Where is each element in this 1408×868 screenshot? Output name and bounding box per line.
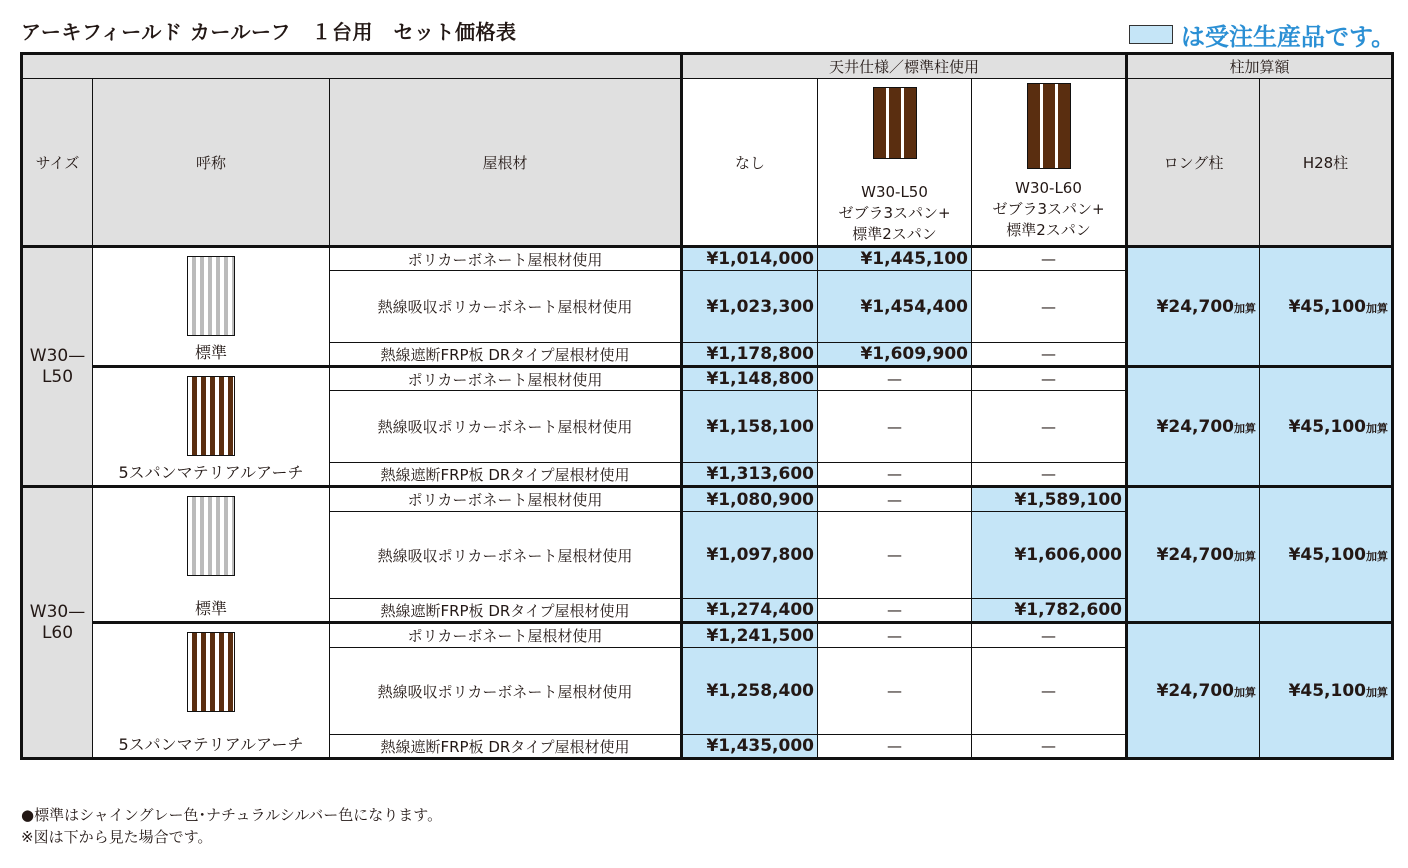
post-add-suffix: 加算 [1366, 421, 1388, 435]
l60-line2: 標準2スパン [1006, 221, 1091, 239]
note-view: ※図は下から見た場合です。 [21, 828, 213, 846]
post-add-long [1127, 247, 1260, 367]
post-add-amount: ¥24,700 [1156, 296, 1234, 317]
price-none: ¥1,258,400 [682, 648, 818, 735]
post-add-suffix: 加算 [1366, 685, 1388, 699]
table-row [22, 623, 1393, 648]
price-l60: — [972, 343, 1127, 367]
roof-material: 熱線吸収ポリカーボネート屋根材使用 [330, 648, 682, 735]
roof-material: ポリカーボネート屋根材使用 [330, 487, 682, 512]
header-name: 呼称 [93, 79, 330, 247]
price-l60: — [972, 463, 1127, 487]
price-l60: — [972, 648, 1127, 735]
roof-material: 熱線吸収ポリカーボネート屋根材使用 [330, 271, 682, 343]
post-add-amount: ¥45,100 [1288, 680, 1366, 701]
price-none: ¥1,080,900 [682, 487, 818, 512]
price-l60: — [972, 735, 1127, 759]
price-none: ¥1,178,800 [682, 343, 818, 367]
variant-name: 5スパンマテリアルアーチ [118, 735, 304, 754]
header-post-group: 柱加算額 [1127, 54, 1393, 79]
table-row [22, 247, 1393, 271]
post-add-amount: ¥45,100 [1288, 544, 1366, 565]
price-none: ¥1,023,300 [682, 271, 818, 343]
variant-name-cell [93, 367, 330, 487]
material-arch-roof-icon [187, 632, 235, 712]
variant-name-cell [93, 487, 330, 623]
post-add-amount: ¥45,100 [1288, 296, 1366, 317]
header-none: なし [682, 79, 818, 247]
price-l60: ¥1,589,100 [972, 487, 1127, 512]
post-add-h28 [1260, 247, 1393, 367]
variant-name: 標準 [194, 343, 227, 362]
price-none: ¥1,148,800 [682, 367, 818, 391]
header-h28-post: H28柱 [1260, 79, 1393, 247]
variant-name-cell [93, 247, 330, 367]
post-add-suffix: 加算 [1234, 421, 1256, 435]
zebra-roof-icon [873, 87, 917, 159]
l50-line2: 標準2スパン [852, 225, 937, 243]
price-none: ¥1,241,500 [682, 623, 818, 648]
legend-text: は受注生産品です。 [1181, 23, 1396, 51]
header-blank [22, 54, 682, 79]
price-l50: — [818, 512, 972, 599]
post-add-suffix: 加算 [1366, 301, 1388, 315]
price-l50: — [818, 623, 972, 648]
price-l50: — [818, 367, 972, 391]
legend [1129, 17, 1395, 52]
roof-material: 熱線遮断FRP板 DRタイプ屋根材使用 [330, 343, 682, 367]
price-l50: ¥1,609,900 [818, 343, 972, 367]
price-l50: ¥1,445,100 [818, 247, 972, 271]
price-table [20, 52, 1394, 760]
post-add-h28 [1260, 623, 1393, 759]
standard-roof-icon [187, 496, 235, 576]
made-to-order-swatch [1129, 25, 1173, 44]
roof-material: ポリカーボネート屋根材使用 [330, 247, 682, 271]
header-l50 [818, 79, 972, 247]
post-add-amount: ¥24,700 [1156, 416, 1234, 437]
price-l60: — [972, 367, 1127, 391]
post-add-suffix: 加算 [1366, 549, 1388, 563]
header-l60 [972, 79, 1127, 247]
l50-model: W30-L50 [861, 183, 928, 201]
post-add-suffix: 加算 [1234, 549, 1256, 563]
variant-name-cell [93, 623, 330, 759]
table-row [22, 487, 1393, 512]
post-add-h28 [1260, 487, 1393, 623]
price-l60: ¥1,782,600 [972, 599, 1127, 623]
price-none: ¥1,097,800 [682, 512, 818, 599]
l50-line1: ゼブラ3スパン+ [838, 204, 951, 222]
size-cell: W30—L60 [22, 487, 93, 759]
note-color: ●標準はシャイングレー色･ナチュラルシルバー色になります。 [21, 806, 443, 824]
post-add-long [1127, 623, 1260, 759]
price-none: ¥1,313,600 [682, 463, 818, 487]
roof-material: 熱線遮断FRP板 DRタイプ屋根材使用 [330, 599, 682, 623]
price-l50: — [818, 648, 972, 735]
material-arch-roof-icon [187, 376, 235, 456]
variant-name: 5スパンマテリアルアーチ [118, 463, 304, 482]
standard-roof-icon [187, 256, 235, 336]
l60-line1: ゼブラ3スパン+ [992, 200, 1105, 218]
price-none: ¥1,274,400 [682, 599, 818, 623]
post-add-amount: ¥45,100 [1288, 416, 1366, 437]
roof-material: ポリカーボネート屋根材使用 [330, 623, 682, 648]
price-l60: — [972, 271, 1127, 343]
post-add-long [1127, 487, 1260, 623]
post-add-suffix: 加算 [1234, 301, 1256, 315]
post-add-amount: ¥24,700 [1156, 544, 1234, 565]
post-add-h28 [1260, 367, 1393, 487]
roof-material: 熱線遮断FRP板 DRタイプ屋根材使用 [330, 463, 682, 487]
page-title: アーキフィールド カールーフ １台用 セット価格表 [21, 20, 517, 44]
price-l60: — [972, 247, 1127, 271]
zebra-roof-icon [1027, 83, 1071, 169]
price-l50: — [818, 735, 972, 759]
table-row [22, 367, 1393, 391]
post-add-amount: ¥24,700 [1156, 680, 1234, 701]
roof-material: 熱線遮断FRP板 DRタイプ屋根材使用 [330, 735, 682, 759]
price-none: ¥1,158,100 [682, 391, 818, 463]
roof-material: 熱線吸収ポリカーボネート屋根材使用 [330, 512, 682, 599]
header-roof: 屋根材 [330, 79, 682, 247]
header-ceiling-group: 天井仕様／標準柱使用 [682, 54, 1127, 79]
price-l60: — [972, 391, 1127, 463]
l60-model: W30-L60 [1015, 179, 1082, 197]
post-add-suffix: 加算 [1234, 685, 1256, 699]
price-l50: — [818, 391, 972, 463]
header-size: サイズ [22, 79, 93, 247]
roof-material: 熱線吸収ポリカーボネート屋根材使用 [330, 391, 682, 463]
price-l50: — [818, 463, 972, 487]
price-l50: ¥1,454,400 [818, 271, 972, 343]
price-none: ¥1,014,000 [682, 247, 818, 271]
roof-material: ポリカーボネート屋根材使用 [330, 367, 682, 391]
price-l60: ¥1,606,000 [972, 512, 1127, 599]
post-add-long [1127, 367, 1260, 487]
price-none: ¥1,435,000 [682, 735, 818, 759]
price-l50: — [818, 487, 972, 512]
variant-name: 標準 [194, 599, 227, 618]
header-long-post: ロング柱 [1127, 79, 1260, 247]
size-cell: W30—L50 [22, 247, 93, 487]
price-l50: — [818, 599, 972, 623]
price-l60: — [972, 623, 1127, 648]
